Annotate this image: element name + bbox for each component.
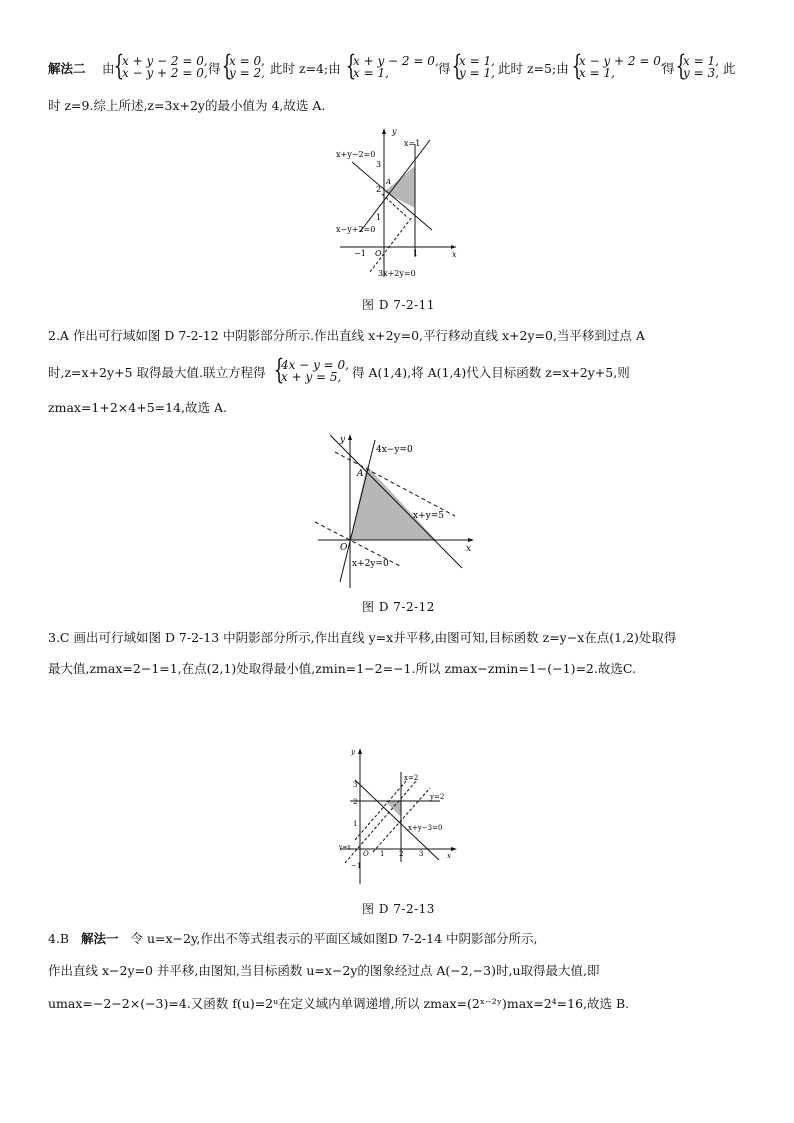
y-arrow [358,748,362,754]
text-fragment: 得 [662,61,675,76]
paragraph-line: 2.A 作出可行域如图 D 7-2-12 中阴影部分所示.作出直线 x+2y=0,平行移动直线 x+2y=0,当平移到过点 A [48,328,645,343]
text-fragment: 得 A(1,4),将 A(1,4)代入目标函数 z=x+2y+5,则 [352,365,630,380]
tick-1: 1 [353,820,358,828]
tick-x3: 3 [419,850,424,858]
paragraph-line: zmax=1+2×4+5=14,故选 A. [48,400,227,415]
brace: { [451,49,463,82]
text-fragment: 时,z=x+2y+5 取得最大值.联立方程得 [48,365,266,380]
tick-3: 3 [376,160,382,169]
x-arrow [451,847,457,851]
origin-label: O [375,249,382,258]
text-fragment: 得 [208,61,221,76]
x-label: x [452,250,457,259]
brace: { [113,49,125,82]
label-l1: x+y−2=0 [336,150,376,159]
text-fragment: 此 [723,61,736,76]
x-label: x [466,544,472,554]
point-a-label: A [357,469,364,479]
figure-caption: 图 D 7-2-13 [362,902,435,916]
tick-minus1: −1 [351,862,362,870]
origin-label: O [363,850,369,858]
paragraph-line: umax=−2−2×(−3)=4.又函数 f(u)=2ᵘ在定义域内单调递增,所以 zmax=(2ˣ⁻²ʸ)max=2⁴=16,故选 B. [48,996,630,1011]
tick-2: 2 [353,798,358,806]
figure-7-2-13 [335,742,460,890]
feasible-region [385,801,401,817]
text-fragment: 此时 z=4;由 [270,61,341,76]
paragraph-line: 作出直线 x−2y=0 并平移,由图知,当目标函数 u=x−2y的图象经过点 A(−2,−3)时,u取得最大值,即 [48,963,600,978]
paragraph-line: 最大值,zmax=2−1=1,在点(2,1)处取得最小值,zmin=1−2=−1.所以 zmax−zmin=1−(−1)=2.故选C. [48,661,636,676]
text-fragment: 由 [102,61,115,76]
label-l1: x+y−3=0 [408,824,443,832]
equation-system: x + y − 2 = 0, x = 1, [353,54,439,80]
y-label: y [340,435,346,445]
paragraph-line: 3.C 画出可行域如图 D 7-2-13 中阴影部分所示,作出直线 y=x并平移,由图可知,目标函数 z=y−x在点(1,2)处取得 [48,630,677,645]
x-arrow [451,245,456,249]
line-3x-2y [370,217,412,272]
x-label: x [447,852,451,860]
equation-system: x = 0, y = 2, [229,54,265,80]
text-fragment: 得 [438,61,451,76]
label-l3: 3x+2y=0 [378,269,416,278]
paragraph-line: 时 z=9.综上所述,z=3x+2y的最小值为 4,故选 A. [48,98,326,113]
brace: { [221,49,233,82]
brace: { [273,353,285,386]
feasible-region [384,166,415,208]
label-x1: x=1 [404,139,421,148]
label-l2: x−y+2=0 [336,225,376,234]
origin-label: O [340,543,348,553]
y-label: y [351,748,355,756]
label-y2: y=2 [430,793,445,801]
equation-system: x = 1, y = 3, [683,54,719,80]
label-l2: y=x [339,844,351,851]
label-x2: x=2 [404,774,419,782]
brace: { [571,49,583,82]
y-arrow [382,128,386,134]
figure-caption: 图 D 7-2-12 [362,600,435,614]
y-label: y [392,127,397,136]
label-l2: x+y=5 [413,511,444,521]
equation-system: 4x − y = 0, x + y = 5, [281,358,349,384]
x-arrow [468,538,474,542]
figure-7-2-11 [330,122,460,282]
tick-x1: 1 [413,249,419,258]
brace: { [345,49,357,82]
equation-system: x + y − 2 = 0, x − y + 2 = 0, [122,54,208,80]
paragraph-line: 4.B 解法一 令 u=x−2y,作出不等式组表示的平面区域如图D 7-2-14 中阴影部分所示, [48,931,538,946]
solution-label: 解法二 [48,61,86,76]
tick-1: 1 [376,213,382,222]
point-a-label: A [386,178,392,186]
label-l1: 4x−y=0 [376,445,413,455]
line-x-plus-y [352,162,432,230]
tick-2: 2 [376,185,382,194]
figure-caption: 图 D 7-2-11 [362,298,435,312]
tick-minus1: −1 [354,249,366,258]
equation-system: x = 1, y = 1, [459,54,495,80]
label-l3: x+2y=0 [352,559,389,569]
tick-x1: 1 [380,850,385,858]
tick-3: 3 [353,781,358,789]
y-arrow [348,434,352,440]
tick-x2: 2 [399,850,404,858]
brace: { [675,49,687,82]
figure-7-2-12 [310,430,480,590]
equation-system: x − y + 2 = 0, x = 1, [579,54,665,80]
text-fragment: 此时 z=5;由 [498,61,569,76]
